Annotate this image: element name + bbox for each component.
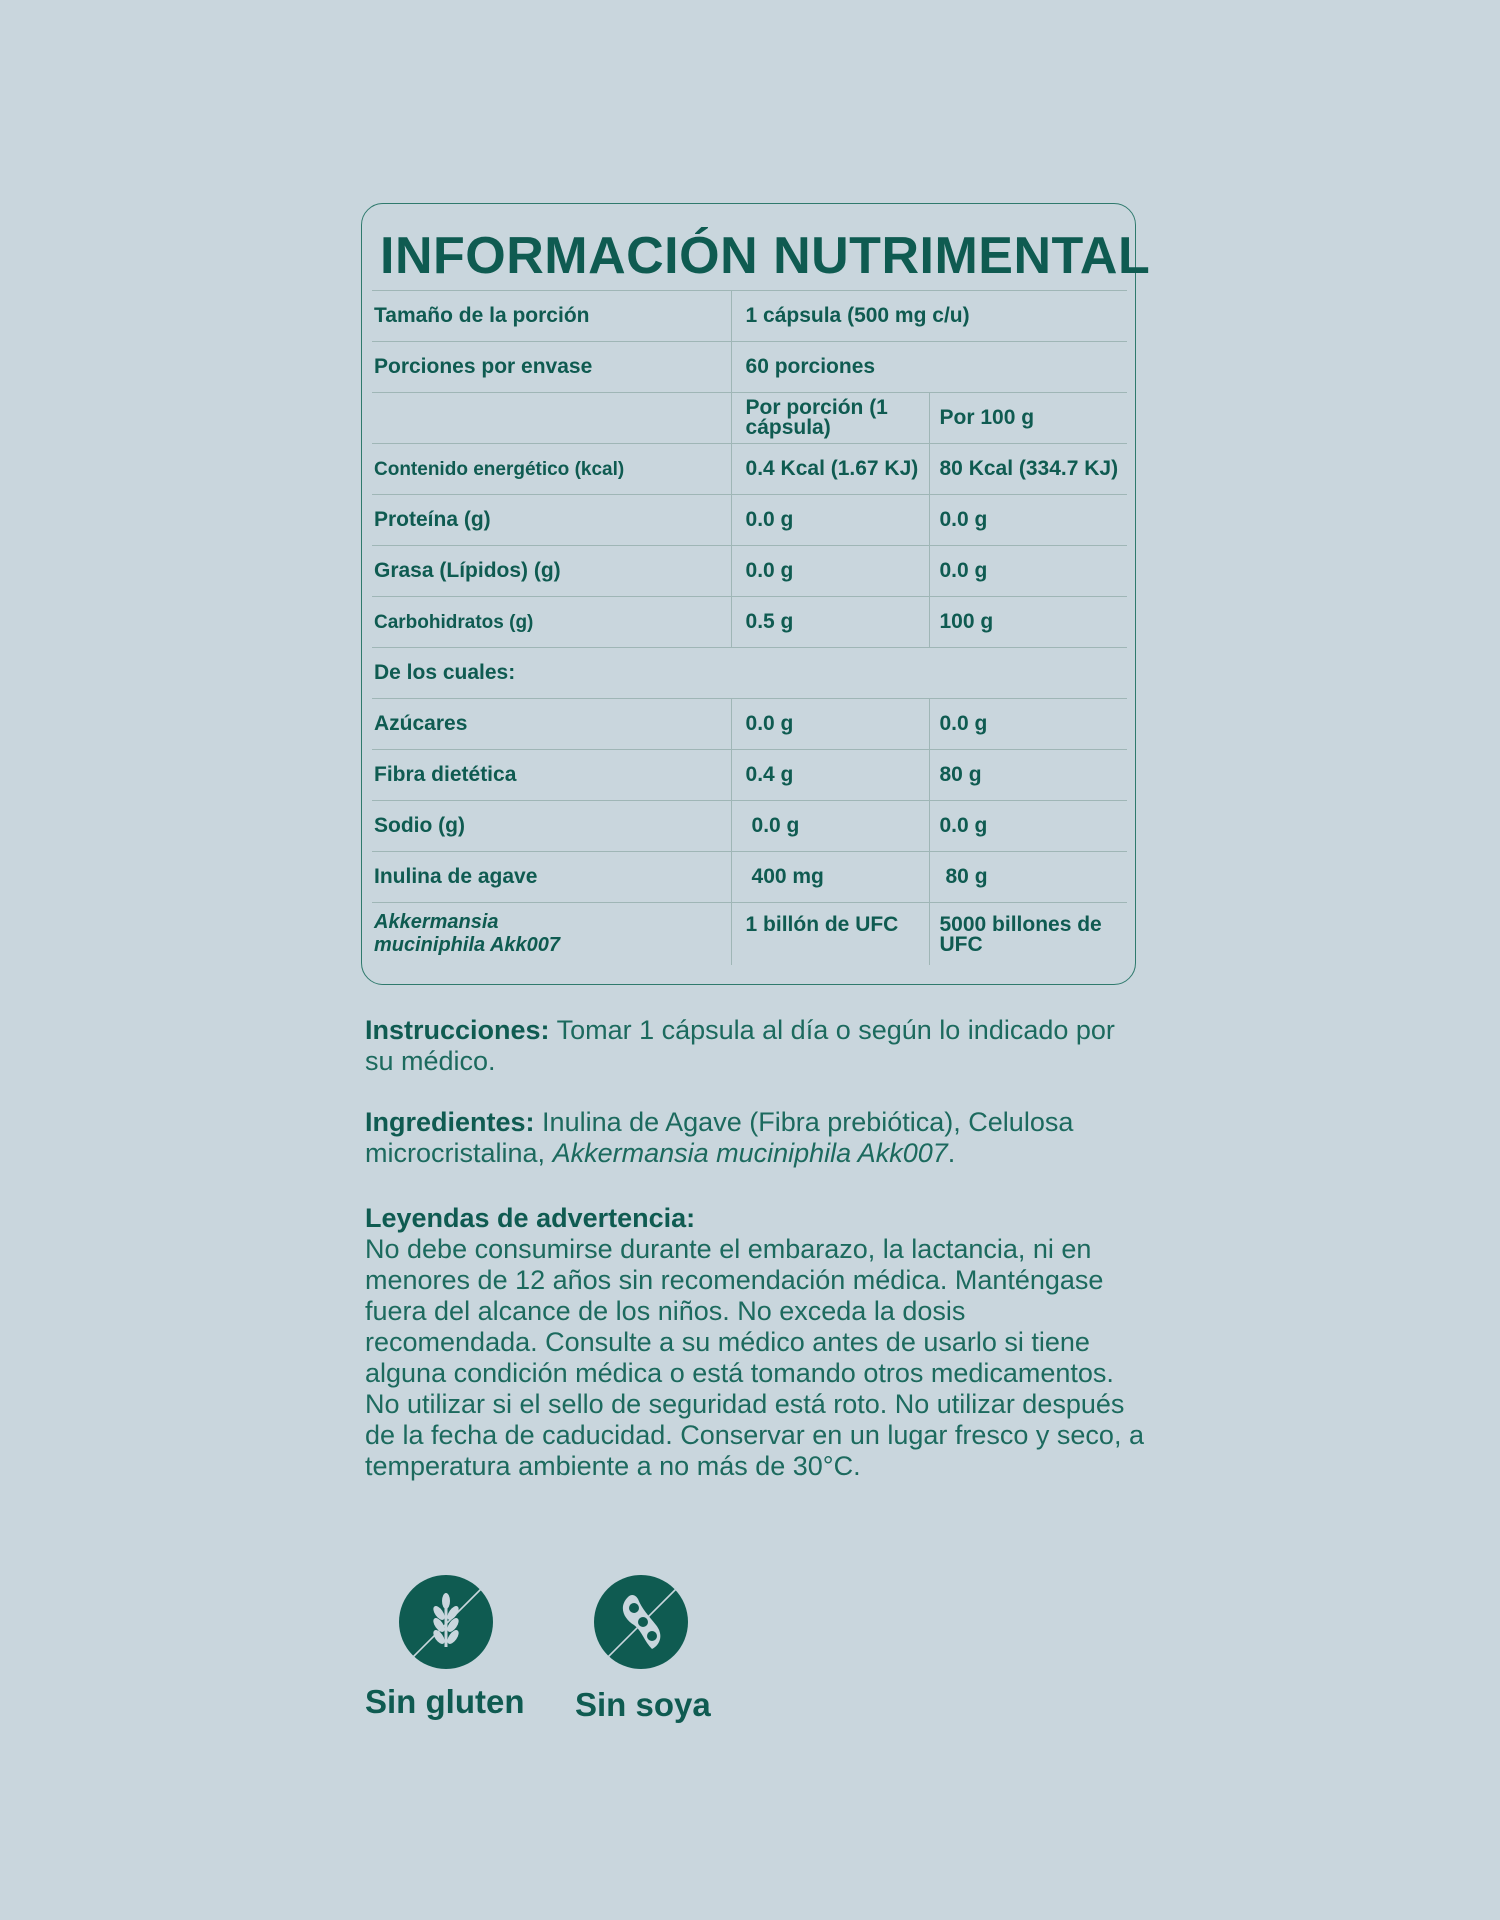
row-label: Fibra dietética [372, 750, 731, 801]
table-row [372, 648, 1127, 699]
table-row [372, 801, 1127, 852]
col-header-per-serving: Por porción (1 cápsula) [731, 393, 929, 444]
table-row [372, 393, 1127, 444]
instructions-paragraph [365, 1015, 1145, 1077]
row-per-100g: 100 g [929, 597, 1127, 648]
row-per-serving: 0.5 g [731, 597, 929, 648]
instructions-text: Tomar 1 cápsula al día o según lo indicado por su médico. [365, 1015, 1115, 1076]
table-row [372, 291, 1127, 342]
wheat-crossed-icon [399, 1575, 493, 1669]
nutrition-title: INFORMACIÓN NUTRIMENTAL [380, 227, 1151, 285]
ingredients-text: Inulina de Agave (Fibra prebiótica), Celulosa microcristalina, [365, 1107, 1074, 1168]
row-per-serving: 0.4 g [731, 750, 929, 801]
row-per-serving: 400 mg [731, 852, 929, 903]
row-label: Sodio (g) [372, 801, 731, 852]
row-per-100g: 80 g [929, 750, 1127, 801]
nutrition-table [372, 290, 1127, 965]
row-per-100g: 0.0 g [929, 801, 1127, 852]
table-row [372, 750, 1127, 801]
table-row [372, 495, 1127, 546]
row-label-line1: Akkermansia [374, 911, 499, 933]
ingredients-paragraph [365, 1107, 1145, 1169]
nutrition-facts-panel [361, 203, 1151, 985]
gluten-free-label: Sin gluten [365, 1683, 525, 1720]
soy-free-label: Sin soya [575, 1686, 711, 1723]
col-header-per-100g: Por 100 g [929, 393, 1127, 444]
row-per-serving: 0.0 g [731, 546, 929, 597]
row-per-serving: 0.4 Kcal (1.67 KJ) [731, 444, 929, 495]
row-label: Carbohidratos (g) [372, 597, 731, 648]
warnings-label: Leyendas de advertencia: [365, 1203, 696, 1233]
soy-free-badge [594, 1575, 688, 1669]
row-label: Grasa (Lípidos) (g) [372, 546, 731, 597]
row-per-serving: 0.0 g [731, 495, 929, 546]
row-label [372, 903, 731, 966]
row-per-100g: 0.0 g [929, 495, 1127, 546]
table-row [372, 546, 1127, 597]
ingredients-end: . [947, 1138, 956, 1168]
serving-size-value: 1 cápsula (500 mg c/u) [731, 291, 1127, 342]
row-label: Azúcares [372, 699, 731, 750]
instructions-label: Instrucciones: [365, 1015, 550, 1045]
warnings-section [365, 1203, 1145, 1482]
row-per-serving: 0.0 g [731, 801, 929, 852]
table-row [372, 597, 1127, 648]
row-per-100g: 80 Kcal (334.7 KJ) [929, 444, 1127, 495]
ingredients-italic-text: Akkermansia muciniphila Akk007 [552, 1138, 948, 1168]
table-row [372, 444, 1127, 495]
table-row [372, 342, 1127, 393]
table-row [372, 903, 1127, 966]
row-label: Inulina de agave [372, 852, 731, 903]
row-label: Proteína (g) [372, 495, 731, 546]
row-per-100g: 0.0 g [929, 699, 1127, 750]
subheading: De los cuales: [372, 648, 1127, 699]
row-per-100g: 80 g [929, 852, 1127, 903]
warnings-paragraph1: No debe consumirse durante el embarazo, la lactancia, ni en menores de 12 años sin recomendación médica. Manténgase fuera del alcance de los niños. No exceda la dosis recomendada. Consulte a su médico antes de usarlo si tiene alguna condición médica o está tomando otros medicamentos. [365, 1234, 1114, 1388]
row-per-serving: 0.0 g [731, 699, 929, 750]
gluten-free-badge [399, 1575, 493, 1669]
servings-per-container-label: Porciones por envase [372, 342, 731, 393]
serving-size-label: Tamaño de la porción [372, 291, 731, 342]
soybean-crossed-icon [594, 1575, 688, 1669]
row-label: Contenido energético (kcal) [372, 444, 731, 495]
row-per-100g: 5000 billones de UFC [929, 903, 1127, 966]
warnings-paragraph2: No utilizar si el sello de seguridad está roto. No utilizar después de la fecha de caducidad. Conservar en un lugar fresco y seco, a temperatura ambiente a no más de 30°C. [365, 1389, 1144, 1481]
ingredients-label: Ingredientes: [365, 1107, 535, 1137]
row-per-serving: 1 billón de UFC [731, 903, 929, 966]
servings-per-container-value: 60 porciones [731, 342, 1127, 393]
table-row [372, 852, 1127, 903]
row-per-100g: 0.0 g [929, 546, 1127, 597]
table-row [372, 699, 1127, 750]
empty-header-cell [372, 393, 731, 444]
row-label-line2: muciniphila Akk007 [374, 934, 560, 956]
